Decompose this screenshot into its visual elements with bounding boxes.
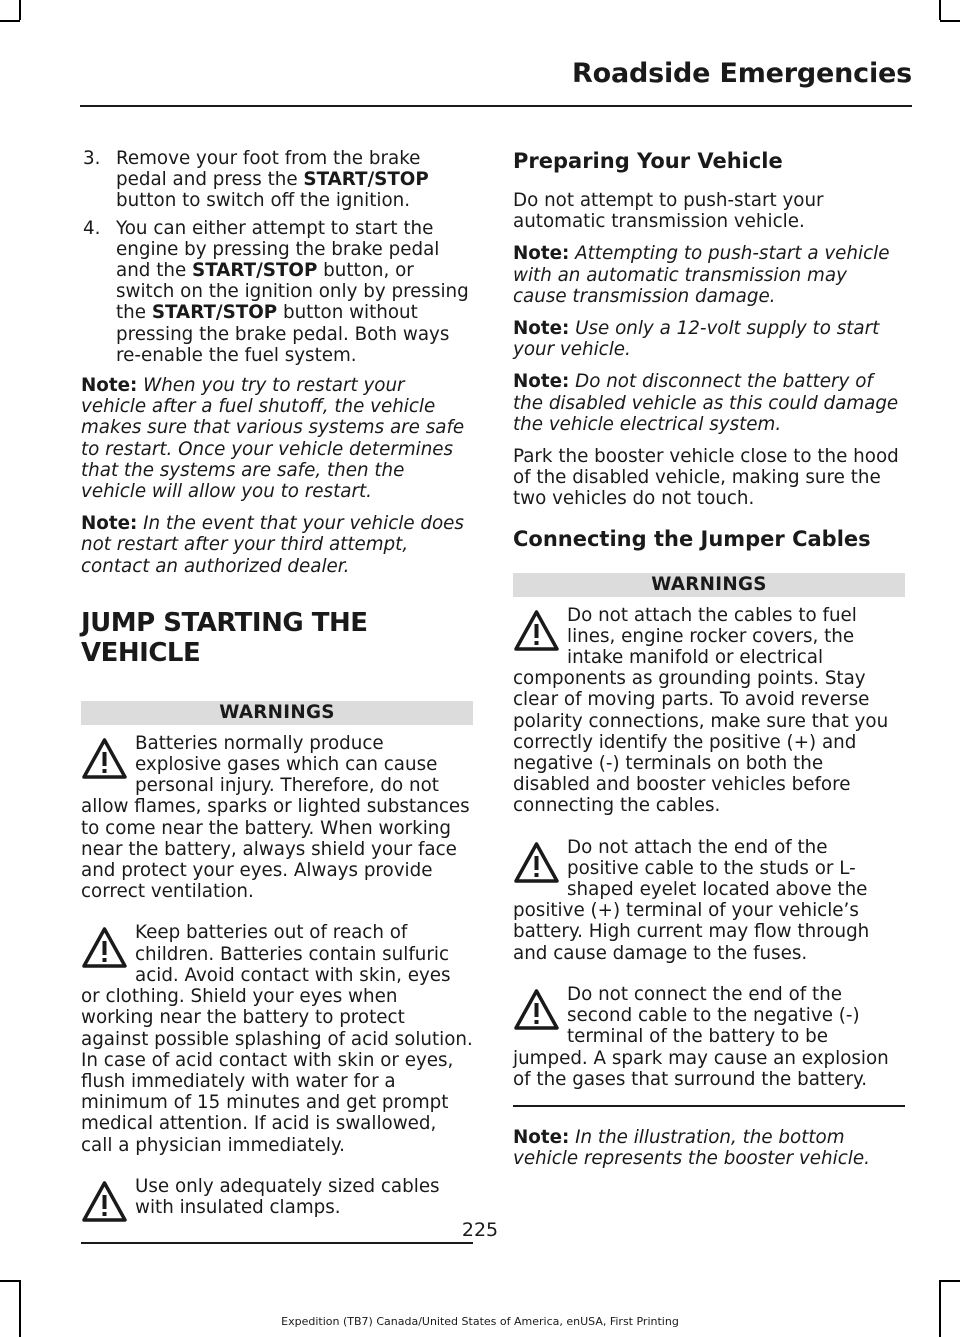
warning-item [513, 984, 905, 1090]
crop-mark [940, 1280, 960, 1282]
note [513, 243, 905, 307]
warnings-end-rule [81, 1242, 473, 1244]
crop-mark [19, 0, 21, 20]
warning-item [513, 837, 905, 964]
note [513, 1127, 905, 1169]
note-text: In the event that your vehicle does not restart after your third attempt, contact an authorized dealer. [81, 513, 464, 577]
crop-mark [940, 20, 960, 22]
warnings-heading: WARNINGS [81, 701, 473, 725]
step-text: Remove your foot from the brake pedal and press the [116, 148, 421, 191]
right-column [513, 148, 905, 1180]
note-text: Attempting to push-start a vehicle with an automatic transmission may cause transmission damage. [513, 243, 890, 307]
note [81, 513, 473, 577]
note-label: Note: [513, 371, 570, 393]
warning-item [81, 733, 473, 903]
paragraph: Do not attempt to push-start your automatic transmission vehicle. [513, 190, 824, 233]
warning-text: Batteries normally produce explosive gases which can cause personal injury. Therefore, do not allow flames, sparks or lighted substances to come near the battery. When working near the battery, always shield your face and protect your eyes. Always provide correct ventilation. [81, 732, 470, 903]
warning-triangle-icon [81, 926, 128, 970]
warning-triangle-icon [81, 737, 128, 781]
crop-mark [0, 20, 20, 22]
note-label: Note: [81, 375, 138, 397]
paragraph: Park the booster vehicle close to the hood of the disabled vehicle, making sure the two vehicles do not touch. [513, 446, 899, 510]
warning-text: Do not attach the end of the positive cable to the studs or L-shaped eyelet located above the positive (+) terminal of your vehicle’s battery. High current may flow through and cause damage to the fuses. [513, 836, 870, 964]
warning-triangle-icon [513, 841, 560, 885]
keyword: START/STOP [151, 302, 278, 324]
section-heading: JUMP STARTING THE VEHICLE [81, 607, 368, 668]
crop-mark [939, 0, 941, 20]
keyword: START/STOP [192, 260, 318, 282]
page-title: Roadside Emergencies [572, 58, 912, 89]
note-text: Do not disconnect the battery of the disabled vehicle as this could damage the vehicle electrical system. [513, 371, 899, 435]
steps-list [81, 148, 473, 366]
warning-item [513, 605, 905, 817]
note-label: Note: [513, 1126, 570, 1148]
step-text: button to switch off the ignition. [116, 190, 411, 212]
left-column [81, 148, 473, 1244]
warning-text: Use only adequately sized cables with insulated clamps. [135, 1175, 440, 1218]
keyword: START/STOP [303, 169, 429, 191]
document-footer: Expedition (TB7) Canada/United States of America, enUSA, First Printing [281, 1315, 679, 1328]
note-text: Use only a 12-volt supply to start your vehicle. [513, 318, 880, 361]
crop-mark [0, 1280, 20, 1282]
warning-triangle-icon [81, 1180, 128, 1224]
note [513, 371, 905, 435]
note-text: When you try to restart your vehicle after a fuel shutoff, the vehicle makes sure that various systems are safe to restart. Once your vehicle determines that the systems are safe, then the vehicle will allow you to restart. [81, 375, 465, 503]
step-number: 4. [83, 217, 101, 239]
step-number: 3. [83, 148, 101, 169]
warning-triangle-icon [513, 609, 560, 653]
note-text: In the illustration, the bottom vehicle represents the booster vehicle. [513, 1126, 870, 1170]
step-text: You can either attempt to start the engine by pressing the brake pedal and the [116, 217, 440, 282]
crop-mark [19, 1280, 21, 1337]
warnings-end-rule [513, 1105, 905, 1107]
warning-triangle-icon [513, 988, 560, 1032]
list-item [81, 218, 473, 366]
header-rule [80, 105, 912, 107]
note-label: Note: [81, 513, 138, 535]
subsection-heading: Preparing Your Vehicle [513, 149, 783, 173]
warning-item [81, 1176, 473, 1224]
note [81, 375, 473, 502]
warning-item [81, 922, 473, 1155]
warning-text: Keep batteries out of reach of children. Batteries contain sulfuric acid. Avoid contact with skin, eyes or clothing. Shield your eyes when working near the battery to protect against possible splashing of acid solution. In case of acid contact with skin or eyes, flush immediately with water for a minimum of 15 minutes and get prompt medical attention. If acid is swallowed, call a physician immediately. [81, 922, 473, 1156]
list-item [81, 148, 473, 212]
crop-mark [939, 1280, 941, 1337]
note-label: Note: [513, 318, 570, 340]
page-number: 225 [461, 1219, 499, 1241]
warning-text: Do not connect the end of the second cable to the negative (-) terminal of the battery to be jumped. A spark may cause an explosion of the gases that surround the battery. [513, 983, 889, 1090]
subsection-heading: Connecting the Jumper Cables [513, 526, 871, 551]
note-label: Note: [513, 243, 570, 265]
step-text: button without pressing the brake pedal. Both ways re-enable the fuel system. [116, 302, 450, 366]
warning-text: Do not attach the cables to fuel lines, engine rocker covers, the intake manifold or electrical components as grounding points. Stay clear of moving parts. To avoid reverse polarity connections, make sure that you correctly identify the positive (+) and negative (-) terminals on both the disabled and booster vehicles before connecting the cables. [513, 604, 889, 817]
note [513, 318, 905, 360]
step-text: button, or switch on the ignition only by pressing the [116, 260, 469, 324]
warnings-heading: WARNINGS [513, 573, 905, 597]
